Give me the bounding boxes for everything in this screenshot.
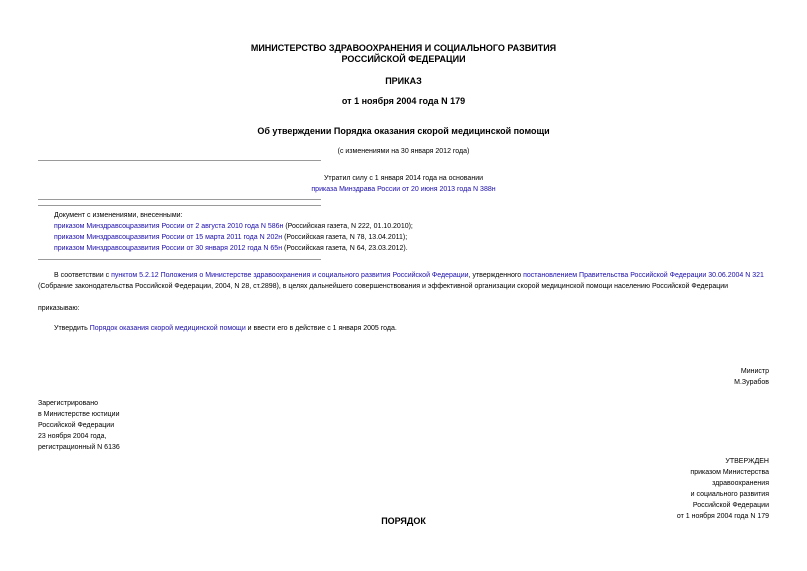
registration-block: Зарегистрировано в Министерстве юстиции Российской Федерации 23 ноября 2004 года, регистрационный N 6136 (38, 400, 120, 451)
list-item: приказом Минздравсоцразвития России от 15 марта 2011 года N 202н (Российская газета, N 78, 13.04.2011); (54, 234, 408, 241)
expired-line: Утратил силу с 1 января 2014 года на основании (323, 175, 484, 182)
doc-type: ПРИКАЗ (385, 76, 422, 86)
ministry-line-1: МИНИСТЕРСТВО ЗДРАВООХРАНЕНИЯ И СОЦИАЛЬНОГО РАЗВИТИЯ (250, 43, 557, 53)
doc-date-number: от 1 ноября 2004 года N 179 (341, 96, 466, 106)
list-item: приказом Минздравсоцразвития России от 30 января 2012 года N 65н (Российская газета, N 64, 23.03.2012). (54, 245, 408, 252)
change-link[interactable]: приказом Минздравсоцразвития России от 30 января 2012 года N 65н (54, 245, 283, 252)
divider (38, 160, 321, 161)
preamble-paragraph: В соответствии с пунктом 5.2.12 Положения о Министерстве здравоохранения и социального развития Российской Федерации, утвержденного постановлением Правительства Российской Федерации 30.06.2004 N 321 (Собрание законодательства Российской Федерации, 2004, N 28, ст.2898), в целях дальнейшего совершенствования и эффективной организации скорой медицинской помощи населению Российской Федерации (38, 272, 764, 290)
signature (734, 366, 769, 388)
divider (38, 259, 321, 260)
changes-block (54, 210, 754, 254)
section-title: ПОРЯДОК (381, 516, 426, 526)
divider (38, 205, 321, 206)
expired-notice (0, 173, 807, 195)
procedure-link[interactable]: Порядок оказания скорой медицинской помощи (89, 325, 246, 332)
amend-note: (с изменениями на 30 января 2012 года) (337, 148, 470, 155)
resolution-link[interactable]: постановлением Правительства Российской Федерации 30.06.2004 N 321 (523, 272, 764, 279)
changes-intro: Документ с изменениями, внесенными: (54, 212, 183, 219)
order-word: приказываю: (38, 305, 80, 312)
change-link[interactable]: приказом Минздравсоцразвития России от 2 августа 2010 года N 586н (54, 223, 284, 230)
ministry-line-2: РОССИЙСКОЙ ФЕДЕРАЦИИ (341, 54, 466, 64)
divider (38, 199, 321, 200)
change-link[interactable]: приказом Минздравсоцразвития России от 15 марта 2011 года N 202н (54, 234, 283, 241)
ministry-name (0, 43, 807, 65)
signature-position: Министр (740, 368, 769, 375)
approved-block: УТВЕРЖДЕН приказом Министерства здравоохранения и социального развития Российской Федерации от 1 ноября 2004 года N 179 (676, 458, 769, 520)
regulation-link[interactable]: пунктом 5.2.12 Положения о Министерстве здравоохранения и социального развития Российской Федерации (111, 272, 469, 279)
signature-name: М.Зурабов (734, 379, 769, 386)
doc-title: Об утверждении Порядка оказания скорой медицинской помощи (257, 126, 550, 136)
order-paragraph: Утвердить Порядок оказания скорой медицинской помощи и ввести его в действие с 1 января 2005 года. (54, 325, 397, 332)
expired-link[interactable]: приказа Минздрава России от 20 июня 2013 года N 388н (311, 186, 496, 193)
list-item: приказом Минздравсоцразвития России от 2 августа 2010 года N 586н (Российская газета, N 222, 01.10.2010); (54, 223, 413, 230)
